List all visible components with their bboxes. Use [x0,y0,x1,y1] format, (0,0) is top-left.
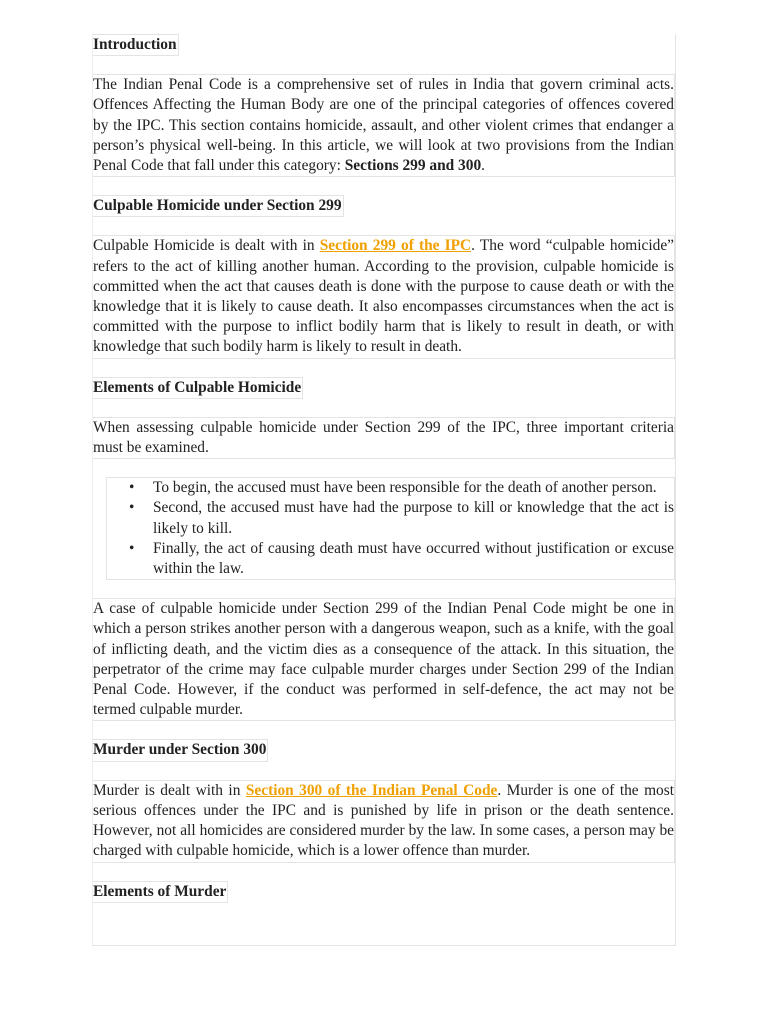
s299-heading: Culpable Homicide under Section 299 [93,195,344,217]
article-body [93,34,675,903]
elements-intro-text: When assessing culpable homicide under Section 299 of the IPC, three important criteria must be examined. [93,418,674,457]
page-frame-right [675,34,676,945]
elements-list [106,477,675,580]
section-300-link[interactable]: Section 300 of the Indian Penal Code [245,781,498,799]
s300-post-text: . Murder is one of the most serious offences under the IPC and is punished by life in prison or the death sentence. However, not all homicides are considered murder by the law. In some cases, a person may be charged with culpable homicide, which is a lower offence than murder. [93,781,675,860]
list-item-text: To begin, the accused must have been responsible for the death of another person. [153,479,657,497]
s300-pre-text: Murder is dealt with in [93,781,246,799]
s299-post-text: . The word “culpable homicide” refers to the act of killing another human. According to the provision, culpable homicide is committed when the act that causes death is done with the purpose to cause death or with the knowledge that it is likely to cause death. It also encompasses circumstances when the act is committed with the purpose to inflict bodily harm that is likely to result in death, or with knowledge that such bodily harm is likely to result in death. [93,237,674,356]
s300-heading: Murder under Section 300 [93,739,268,761]
list-item [129,478,674,498]
example-paragraph [93,598,675,721]
intro-bold-sections: Sections 299 and 300 [344,157,482,175]
bullet-icon: • [129,539,135,557]
list-item-text: Finally, the act of causing death must have occurred without justification or excuse within the law. [153,539,674,578]
intro-text: The Indian Penal Code is a comprehensive set of rules in India that govern criminal acts. Offences Affecting the Human Body are one of the principal categories of offences covered by the IPC. This section contains homicide, assault, and other violent crimes that endanger a person’s physical well-being. In this article, we will look at two provisions from the Indian Penal Code that fall under this category: [93,76,674,175]
murder-elements-heading-row [93,881,675,903]
example-text: A case of culpable homicide under Section 299 of the Indian Penal Code might be one in which a person strikes another person with a dangerous weapon, such as a knife, with the goal of inflicting death, and the victim dies as a consequence of the attack. In this situation, the perpetrator of the crime may face culpable murder charges under Section 299 of the Indian Penal Code. However, if the conduct was performed in self-defence, the act may not be termed culpable murder. [93,600,674,719]
list-item-text: Second, the accused must have had the purpose to kill or knowledge that the act is likely to kill. [153,499,674,537]
section-299-link[interactable]: Section 299 of the IPC [319,237,472,255]
intro-heading: Introduction [93,34,179,56]
intro-paragraph [93,74,675,177]
bullet-icon: • [129,479,135,497]
s300-paragraph [93,780,675,863]
intro-heading-row [93,34,675,56]
s300-heading-row [93,739,675,761]
bullet-icon: • [129,499,135,517]
page-frame-bottom [92,945,676,946]
elements-intro-paragraph [93,417,675,459]
intro-end: . [481,157,486,175]
list-item [129,539,674,579]
s299-paragraph [93,235,675,358]
list-item [129,498,674,538]
murder-elements-heading: Elements of Murder [93,881,228,903]
s299-pre-text: Culpable Homicide is dealt with in [93,237,320,255]
s299-heading-row [93,195,675,217]
elements-heading-row [93,377,675,399]
elements-heading: Elements of Culpable Homicide [93,377,303,399]
